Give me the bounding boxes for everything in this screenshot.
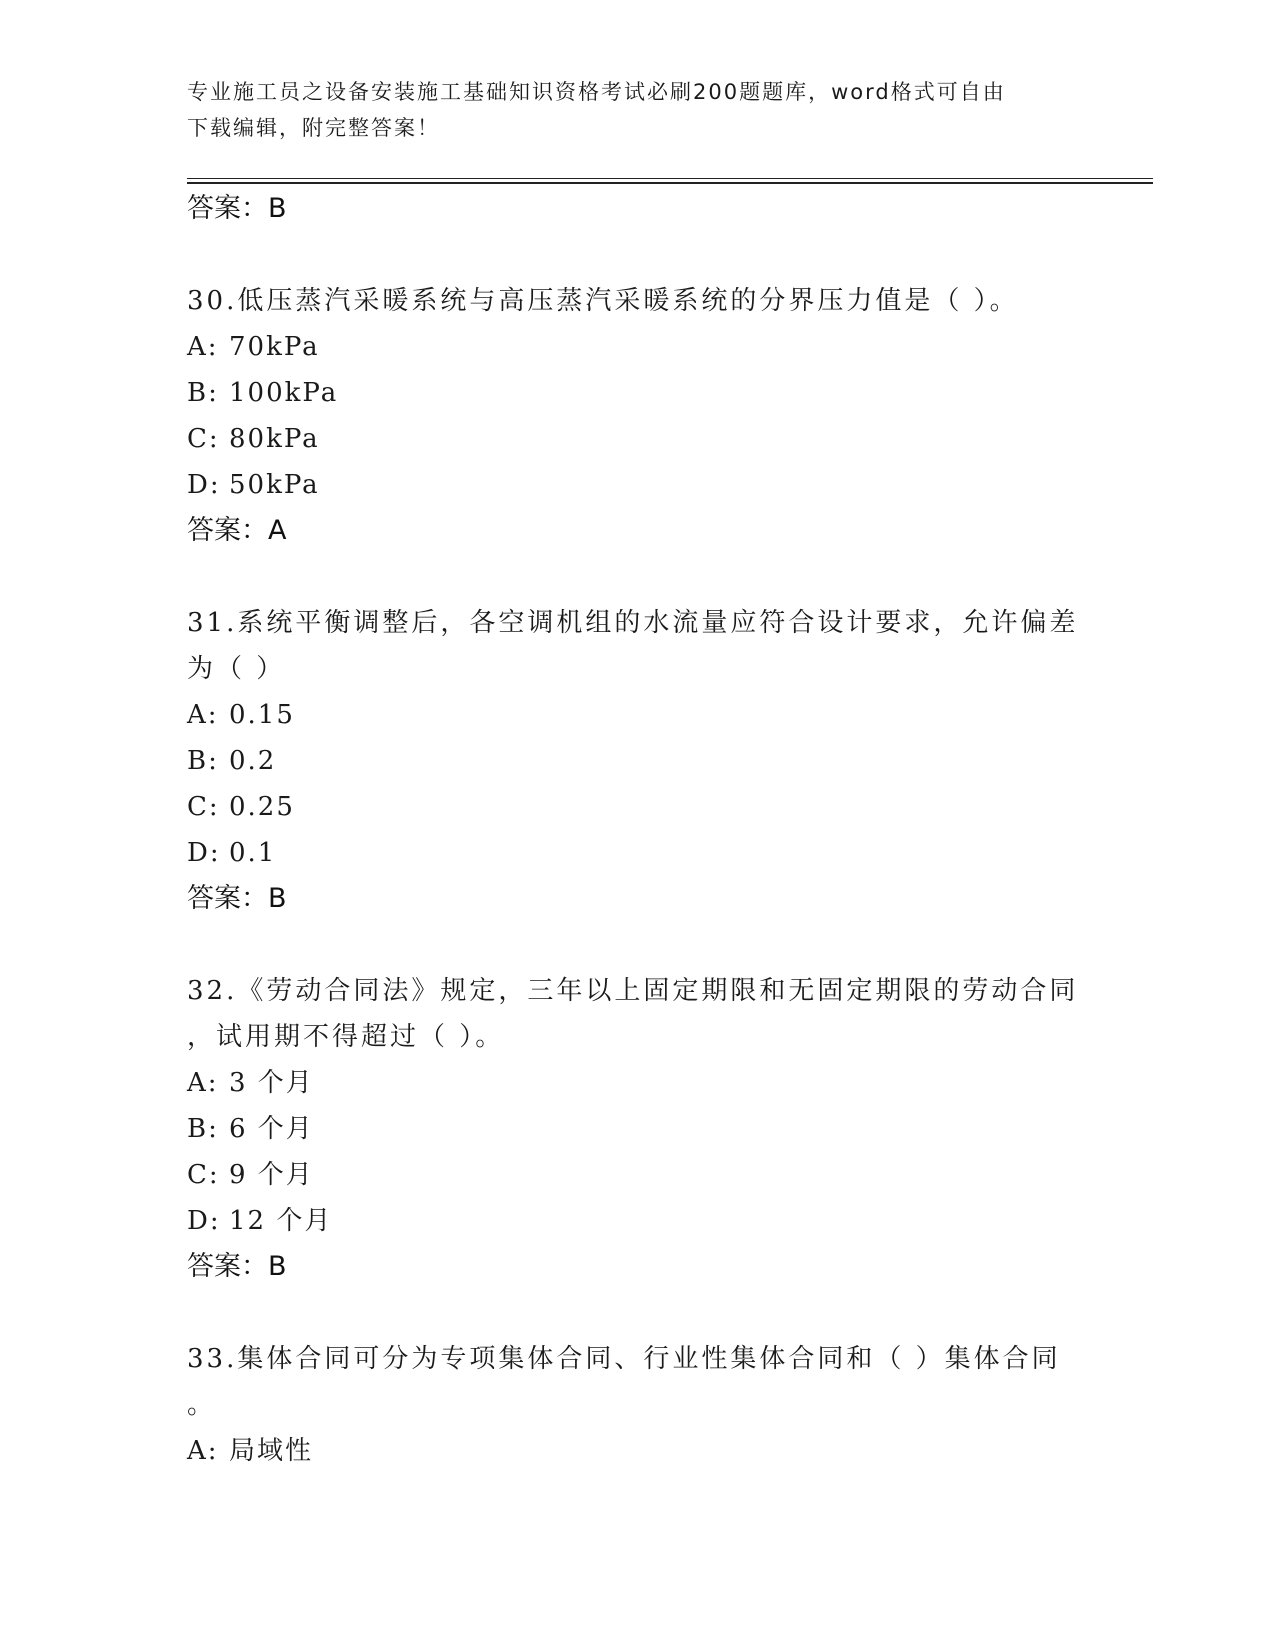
question-32 [187, 968, 1087, 1290]
document-header [187, 74, 1087, 146]
option-text: 0.25 [229, 792, 295, 822]
option-text: 50kPa [229, 470, 320, 500]
option-text: 6 个月 [229, 1114, 314, 1144]
question-text [187, 600, 1087, 692]
option-c [187, 784, 1087, 830]
option-text: 70kPa [229, 332, 320, 362]
option-text: 3 个月 [229, 1068, 314, 1098]
header-line-1: 专业施工员之设备安装施工基础知识资格考试必刷200题题库，word格式可自由 [187, 80, 1006, 104]
option-label: D: [187, 470, 221, 500]
option-c [187, 1152, 1087, 1198]
option-c [187, 416, 1087, 462]
option-label: A: [187, 1068, 219, 1098]
answer-q29: 答案：B [187, 193, 287, 224]
option-a [187, 1060, 1087, 1106]
option-label: A: [187, 332, 219, 362]
answer-q31: 答案：B [187, 883, 287, 914]
question-31 [187, 600, 1087, 922]
header-divider-thin [187, 178, 1153, 179]
option-d [187, 1198, 1087, 1244]
question-30 [187, 278, 1087, 554]
option-b [187, 1106, 1087, 1152]
question-text [187, 1336, 1087, 1428]
spacer [187, 232, 1087, 278]
option-label: A: [187, 1436, 219, 1466]
option-label: C: [187, 424, 220, 454]
option-text: 9 个月 [229, 1160, 314, 1190]
option-d [187, 830, 1087, 876]
spacer [187, 922, 1087, 968]
option-text: 80kPa [229, 424, 320, 454]
option-b [187, 738, 1087, 784]
question-line: 33.集体合同可分为专项集体合同、行业性集体合同和（ ）集体合同 [187, 1344, 1061, 1374]
question-list [187, 186, 1087, 1474]
spacer [187, 1290, 1087, 1336]
option-text: 0.15 [229, 700, 295, 730]
option-label: D: [187, 838, 221, 868]
question-line: 30.低压蒸汽采暖系统与高压蒸汽采暖系统的分界压力值是（ ）。 [187, 286, 1019, 316]
option-a [187, 692, 1087, 738]
option-label: B: [187, 378, 219, 408]
option-text: 0.2 [229, 746, 277, 776]
question-33 [187, 1336, 1087, 1474]
option-label: B: [187, 746, 219, 776]
option-a [187, 1428, 1087, 1474]
question-text [187, 968, 1087, 1060]
option-label: A: [187, 700, 219, 730]
answer-q30: 答案：A [187, 515, 287, 546]
question-line: 32.《劳动合同法》规定，三年以上固定期限和无固定期限的劳动合同 [187, 976, 1079, 1006]
option-text: 100kPa [229, 378, 339, 408]
option-label: B: [187, 1114, 219, 1144]
header-line-2: 下载编辑，附完整答案！ [187, 116, 440, 140]
option-a [187, 324, 1087, 370]
answer-q32: 答案：B [187, 1251, 287, 1282]
spacer [187, 554, 1087, 600]
question-line: 31.系统平衡调整后，各空调机组的水流量应符合设计要求，允许偏差 [187, 608, 1079, 638]
option-label: C: [187, 792, 220, 822]
question-line: 为（ ） [187, 654, 286, 684]
option-label: D: [187, 1206, 221, 1236]
question-line: ，试用期不得超过（ ）。 [187, 1022, 505, 1052]
header-divider-thick [187, 182, 1153, 184]
option-text: 0.1 [229, 838, 277, 868]
option-text: 局域性 [229, 1436, 314, 1466]
option-b [187, 370, 1087, 416]
option-d [187, 462, 1087, 508]
option-text: 12 个月 [229, 1206, 333, 1236]
option-label: C: [187, 1160, 220, 1190]
question-text [187, 278, 1087, 324]
question-line: 。 [187, 1390, 217, 1420]
